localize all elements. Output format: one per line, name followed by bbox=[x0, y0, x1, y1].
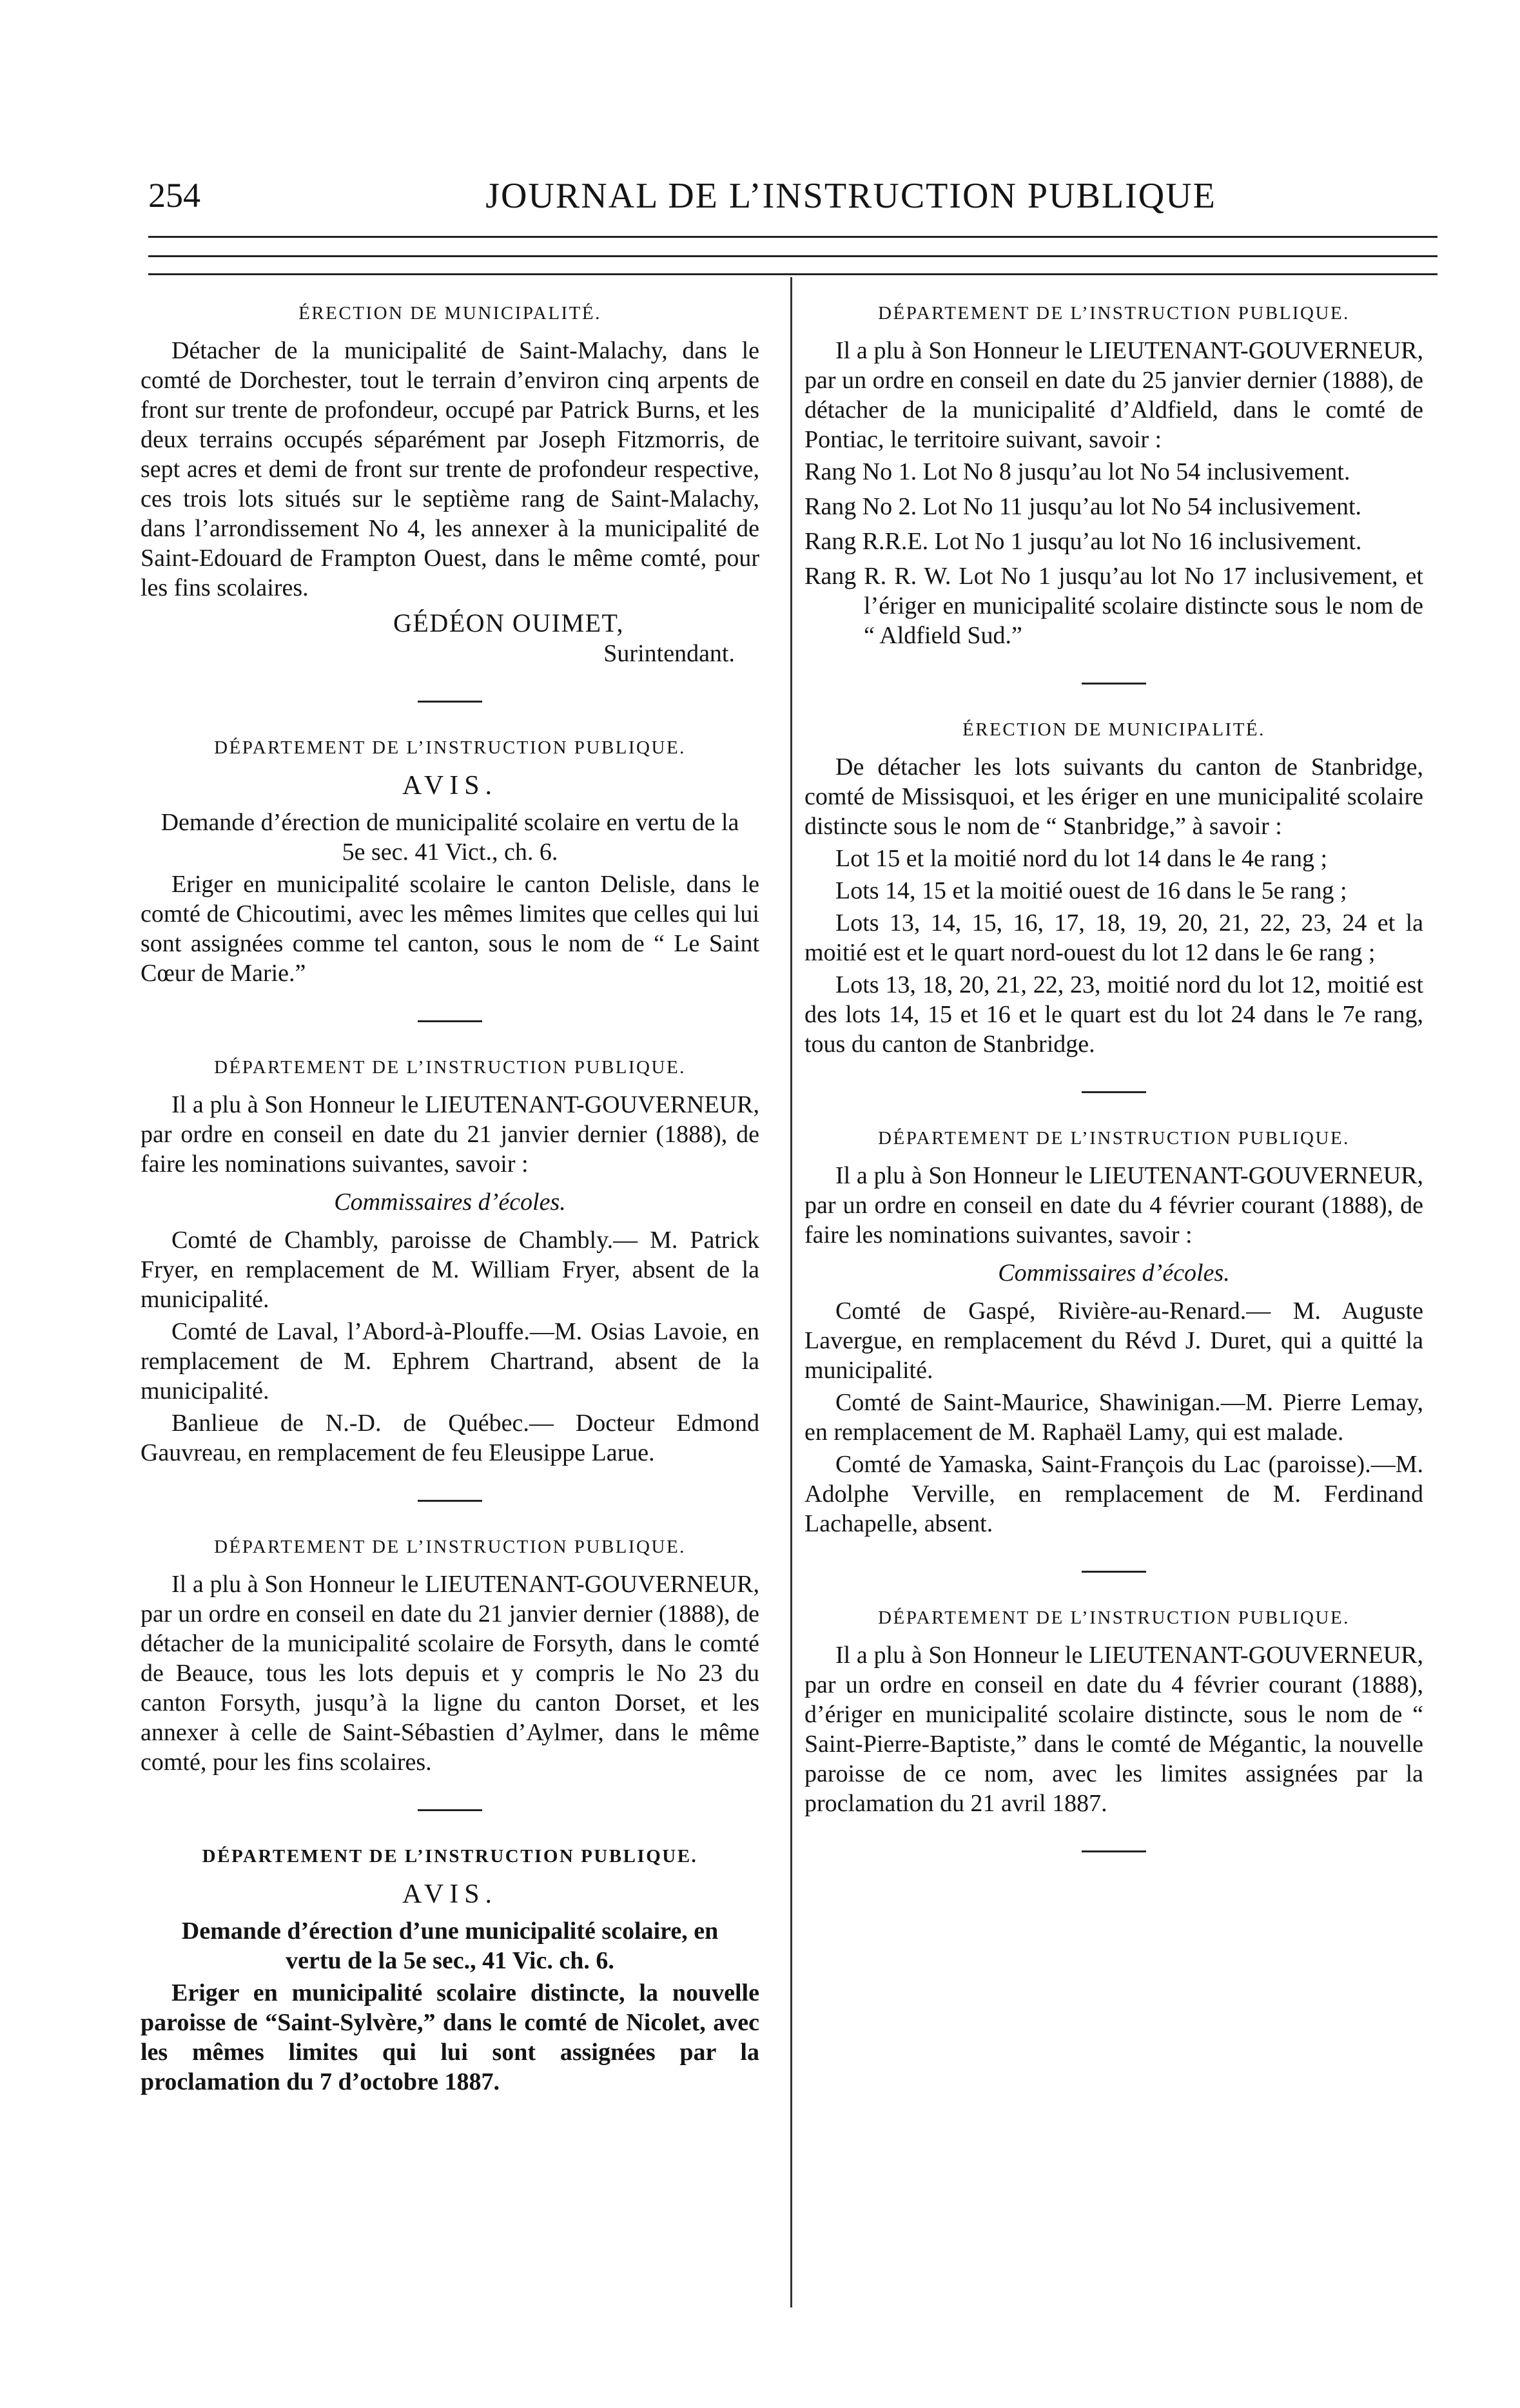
section-separator bbox=[1082, 683, 1146, 685]
section-separator bbox=[418, 1500, 482, 1502]
section-saint-pierre-baptiste bbox=[804, 1607, 1423, 1818]
running-title: JOURNAL DE L’INSTRUCTION PUBLIQUE bbox=[485, 176, 1216, 216]
nomination-item: Comté de Saint-Maurice, Shawinigan.—M. Pierre Lemay, en remplacement de M. Raphaël Lamy, qui est malade. bbox=[804, 1389, 1423, 1446]
section-body: De détacher les lots suivants du canton de Stanbridge, comté de Missisquoi, et les ériger en une municipalité scolaire distincte sous le nom de “ Stanbridge,” à savoir : bbox=[804, 753, 1423, 840]
avis-title: Demande d’érection de municipalité scolaire en vertu de la 5e sec. 41 Vict., ch. 6. bbox=[161, 809, 739, 866]
section-heading: DÉPARTEMENT DE L’INSTRUCTION PUBLIQUE. bbox=[878, 303, 1350, 324]
lot-item: Lots 14, 15 et la moitié ouest de 16 dans le 5e rang ; bbox=[835, 877, 1347, 904]
section-body: Il a plu à Son Honneur le LIEUTENANT-GOUVERNEUR, par un ordre en conseil en date du 25 janvier dernier (1888), de détacher de la municipalité d’Aldfield, dans le comté de Pontiac, le territoire suivant, savoir : bbox=[804, 337, 1423, 453]
section-body: Il a plu à Son Honneur le LIEUTENANT-GOUVERNEUR, par un ordre en conseil en date du 21 janvier dernier (1888), de détacher de la municipalité scolaire de Forsyth, dans le comté de Beauce, tous les lots depuis et y compris le No 23 du canton Forsyth, jusqu’à la ligne du canton Dorset, et les annexer à celle de Saint-Sébastien d’Aylmer, dans le même comté, pour les fins scolaires. bbox=[141, 1571, 759, 1776]
avis-label: AVIS. bbox=[402, 771, 498, 801]
lot-item: Lots 13, 14, 15, 16, 17, 18, 19, 20, 21, 22, 23, 24 et la moitié est et le quart nord-ouest du lot 12 dans le 6e rang ; bbox=[804, 909, 1423, 966]
avis-title: Demande d’érection d’une municipalité scolaire, en vertu de la 5e sec., 41 Vic. ch. 6. bbox=[181, 1918, 719, 1974]
rang-item: Rang No 2. Lot No 11 jusqu’au lot No 54 inclusivement. bbox=[804, 493, 1362, 520]
column-divider bbox=[790, 277, 792, 2307]
section-body: Il a plu à Son Honneur le LIEUTENANT-GOUVERNEUR, par un ordre en conseil en date du 4 février courant (1888), de faire les nominations suivantes, savoir : bbox=[804, 1162, 1423, 1248]
rang-item: Rang R. R. W. Lot No 1 jusqu’au lot No 17 inclusivement, et l’ériger en municipalité scolaire distincte sous le nom de “ Aldfield Sud.” bbox=[804, 563, 1423, 649]
section-separator bbox=[418, 1809, 482, 1811]
section-heading: ÉRECTION DE MUNICIPALITÉ. bbox=[298, 303, 601, 324]
section-erection-stanbridge bbox=[804, 719, 1423, 1059]
subheading-commissaires: Commissaires d’écoles. bbox=[998, 1259, 1230, 1287]
rang-item: Rang R.R.E. Lot No 1 jusqu’au lot No 16 inclusivement. bbox=[804, 528, 1362, 555]
header-rule-top bbox=[148, 236, 1437, 238]
section-separator bbox=[418, 1020, 482, 1022]
section-separator bbox=[1082, 1571, 1146, 1573]
section-separator bbox=[1082, 1850, 1146, 1852]
section-body: Il a plu à Son Honneur le LIEUTENANT-GOUVERNEUR, par un ordre en conseil en date du 4 février courant (1888), d’ériger en municipalité scolaire distincte, sous le nom de “ Saint-Pierre-Baptiste,” dans le comté de Mégantic, la nouvelle paroisse de ce nom, avec les limites assignées par la proclamation du 21 avril 1887. bbox=[804, 1642, 1423, 1817]
section-separator bbox=[1082, 1091, 1146, 1093]
section-nominations-fevrier bbox=[804, 1128, 1423, 1539]
section-forsyth bbox=[141, 1537, 759, 1777]
nomination-item: Comté de Yamaska, Saint-François du Lac (paroisse).—M. Adolphe Verville, en remplacement de M. Ferdinand Lachapelle, absent. bbox=[804, 1451, 1423, 1537]
section-heading: ÉRECTION DE MUNICIPALITÉ. bbox=[962, 719, 1265, 740]
section-avis-saint-sylvere bbox=[141, 1846, 759, 2097]
nomination-item: Banlieue de N.-D. de Québec.— Docteur Edmond Gauvreau, en remplacement de feu Eleusippe Larue. bbox=[141, 1410, 759, 1466]
left-column bbox=[141, 303, 759, 2099]
nomination-item: Comté de Laval, l’Abord-à-Plouffe.—M. Osias Lavoie, en remplacement de M. Ephrem Chartrand, absent de la municipalité. bbox=[141, 1318, 759, 1404]
header-rule-middle bbox=[148, 255, 1437, 257]
section-body: Il a plu à Son Honneur le LIEUTENANT-GOUVERNEUR, par ordre en conseil en date du 21 janvier dernier (1888), de faire les nominations suivantes, savoir : bbox=[141, 1091, 759, 1178]
section-heading: DÉPARTEMENT DE L’INSTRUCTION PUBLIQUE. bbox=[214, 737, 686, 758]
section-body: Eriger en municipalité scolaire distincte, la nouvelle paroisse de “Saint-Sylvère,” dans le comté de Nicolet, avec les mêmes limites qui lui sont assignées par la proclamation du 7 d’octobre 1887. bbox=[141, 1979, 759, 2095]
section-heading: DÉPARTEMENT DE L’INSTRUCTION PUBLIQUE. bbox=[214, 1537, 686, 1557]
page-number: 254 bbox=[148, 176, 200, 215]
header-rule-bottom bbox=[148, 273, 1437, 275]
subheading-commissaires: Commissaires d’écoles. bbox=[334, 1189, 566, 1216]
signature-name: GÉDÉON OUIMET, bbox=[393, 608, 624, 637]
section-heading: DÉPARTEMENT DE L’INSTRUCTION PUBLIQUE. bbox=[878, 1607, 1350, 1628]
section-aldfield bbox=[804, 303, 1423, 650]
section-nominations-janvier bbox=[141, 1057, 759, 1468]
nomination-item: Comté de Gaspé, Rivière-au-Renard.— M. Auguste Lavergue, en remplacement du Révd J. Duret, qui a quitté la municipalité. bbox=[804, 1297, 1423, 1384]
rang-item: Rang No 1. Lot No 8 jusqu’au lot No 54 inclusivement. bbox=[804, 458, 1350, 485]
section-heading: DÉPARTEMENT DE L’INSTRUCTION PUBLIQUE. bbox=[214, 1057, 686, 1078]
avis-label: AVIS. bbox=[402, 1879, 498, 1909]
section-heading: DÉPARTEMENT DE L’INSTRUCTION PUBLIQUE. bbox=[878, 1128, 1350, 1149]
section-body: Eriger en municipalité scolaire le canton Delisle, dans le comté de Chicoutimi, avec les mêmes limites que celles qui lui sont assignées comme tel canton, sous le nom de “ Le Saint Cœur de Marie.” bbox=[141, 871, 759, 987]
lot-item: Lot 15 et la moitié nord du lot 14 dans le 4e rang ; bbox=[835, 845, 1328, 872]
section-body: Détacher de la municipalité de Saint-Malachy, dans le comté de Dorchester, tout le terrain d’environ cinq arpents de front sur trente de profondeur, occupé par Patrick Burns, et les deux terrains occupés séparément par Joseph Fitzmorris, de sept acres et demi de front sur trente de profondeur respective, ces trois lots situés sur le septième rang de Saint-Malachy, dans l’arrondissement No 4, les annexer à la municipalité de Saint-Edouard de Frampton Ouest, dans le même comté, pour les fins scolaires. bbox=[141, 337, 759, 601]
lot-item: Lots 13, 18, 20, 21, 22, 23, moitié nord du lot 12, moitié est des lots 14, 15 et 16 et le quart est du lot 24 dans le 7e rang, tous du canton de Stanbridge. bbox=[804, 971, 1423, 1058]
signature-title: Surintendant. bbox=[603, 640, 735, 667]
section-erection-saint-malachy bbox=[141, 303, 759, 668]
section-separator bbox=[418, 701, 482, 703]
section-avis-delisle bbox=[141, 737, 759, 988]
right-column bbox=[804, 303, 1423, 1887]
section-heading: DÉPARTEMENT DE L’INSTRUCTION PUBLIQUE. bbox=[202, 1846, 698, 1867]
nomination-item: Comté de Chambly, paroisse de Chambly.— M. Patrick Fryer, en remplacement de M. William Fryer, absent de la municipalité. bbox=[141, 1227, 759, 1313]
